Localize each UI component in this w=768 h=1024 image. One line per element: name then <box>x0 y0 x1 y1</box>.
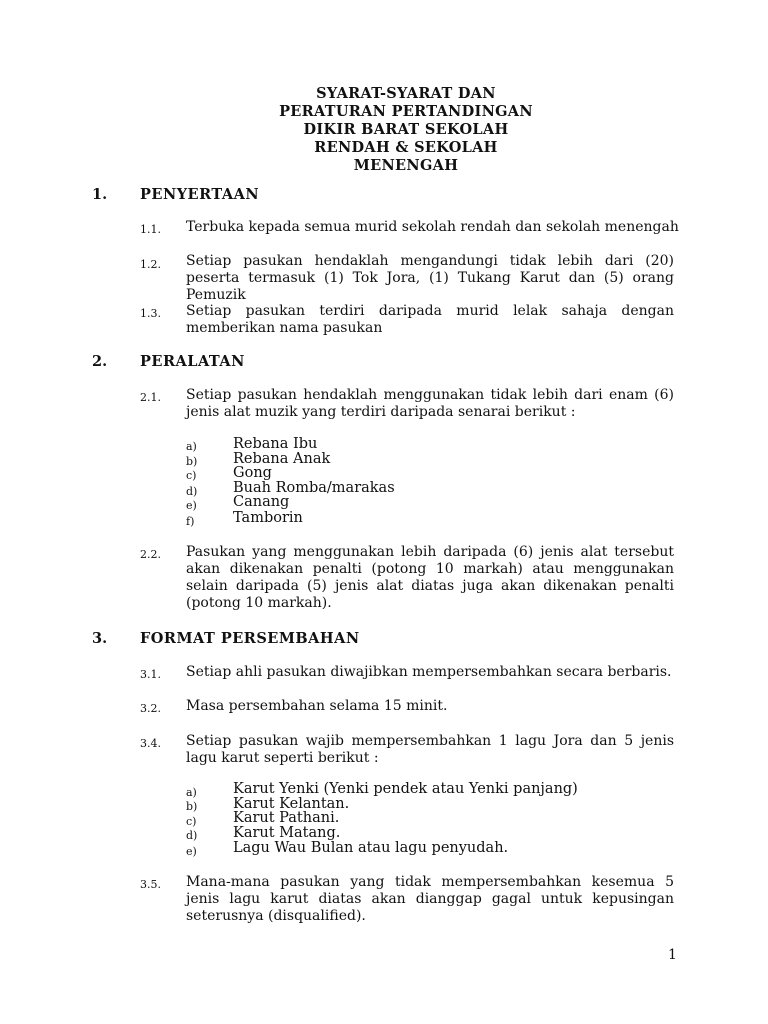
list-letter: f) <box>186 515 195 528</box>
title-line: SYARAT-SYARAT DAN <box>316 85 496 102</box>
list-item: Rebana Anak <box>233 451 331 467</box>
item-text: Setiap pasukan wajib mempersembahkan 1 lagu Jora dan 5 jenis lagu karut seperti berikut : <box>186 733 674 766</box>
list-item: Canang <box>233 494 290 510</box>
title-line: PERATURAN PERTANDINGAN <box>279 103 533 120</box>
title-line: MENENGAH <box>353 157 459 174</box>
item-text: Setiap pasukan hendaklah mengandungi tidak lebih dari (20) peserta termasuk (1) Tok Jora, (1) Tukang Karut dan (5) orang Pemuzik <box>186 253 674 303</box>
item-number: 1.1. <box>140 223 161 236</box>
item-text: Terbuka kepada semua murid sekolah rendah dan sekolah menengah <box>186 219 679 235</box>
item-text: Mana-mana pasukan yang tidak mempersembahkan kesemua 5 jenis lagu karut diatas akan dianggap gagal untuk kepusingan seterusnya (disqualified). <box>186 874 674 924</box>
list-letter: a) <box>186 440 197 453</box>
title-line: RENDAH & SEKOLAH <box>314 139 498 156</box>
list-item: Lagu Wau Bulan atau lagu penyudah. <box>233 840 509 856</box>
item-number: 1.3. <box>140 307 161 320</box>
item-text: Setiap pasukan hendaklah menggunakan tidak lebih dari enam (6) jenis alat muzik yang terdiri daripada senarai berikut : <box>186 387 674 420</box>
list-item: Karut Yenki (Yenki pendek atau Yenki panjang) <box>233 781 578 797</box>
list-letter: b) <box>186 800 198 813</box>
list-letter: d) <box>186 485 198 498</box>
section-title: PENYERTAAN <box>140 186 260 203</box>
list-letter: e) <box>186 845 197 858</box>
list-letter: c) <box>186 469 197 482</box>
item-number: 3.1. <box>140 668 161 681</box>
list-item: Rebana Ibu <box>233 436 318 452</box>
item-text: Pasukan yang menggunakan lebih daripada (6) jenis alat tersebut akan dikenakan penalti (potong 10 markah) atau menggunakan selain daripada (5) jenis alat diatas juga akan dikenakan penalti (potong 10 markah). <box>186 544 674 611</box>
item-number: 2.2. <box>140 548 161 561</box>
list-item: Karut Matang. <box>233 825 341 841</box>
list-item: Karut Kelantan. <box>233 796 350 812</box>
item-text: Setiap pasukan terdiri daripada murid lelak sahaja dengan memberikan nama pasukan <box>186 303 674 336</box>
item-number: 2.1. <box>140 391 161 404</box>
section-number: 3. <box>92 630 108 647</box>
list-item: Gong <box>233 465 272 481</box>
item-number: 1.2. <box>140 258 161 271</box>
page-number: 1 <box>668 947 677 963</box>
section-number: 2. <box>92 353 108 370</box>
list-letter: a) <box>186 786 197 799</box>
title-line: DIKIR BARAT SEKOLAH <box>303 121 509 138</box>
item-text: Masa persembahan selama 15 minit. <box>186 698 448 714</box>
list-letter: e) <box>186 499 197 512</box>
document-title <box>0 85 768 175</box>
list-letter: b) <box>186 455 198 468</box>
list-letter: c) <box>186 815 197 828</box>
list-item: Karut Pathani. <box>233 810 340 826</box>
item-number: 3.2. <box>140 702 161 715</box>
section-number: 1. <box>92 186 108 203</box>
item-number: 3.5. <box>140 878 161 891</box>
list-item: Buah Romba/marakas <box>233 480 395 496</box>
section-title: PERALATAN <box>140 353 245 370</box>
item-text: Setiap ahli pasukan diwajibkan mempersembahkan secara berbaris. <box>186 664 672 680</box>
section-title: FORMAT PERSEMBAHAN <box>140 630 360 647</box>
list-letter: d) <box>186 829 198 842</box>
item-number: 3.4. <box>140 737 161 750</box>
list-item: Tamborin <box>233 510 303 526</box>
